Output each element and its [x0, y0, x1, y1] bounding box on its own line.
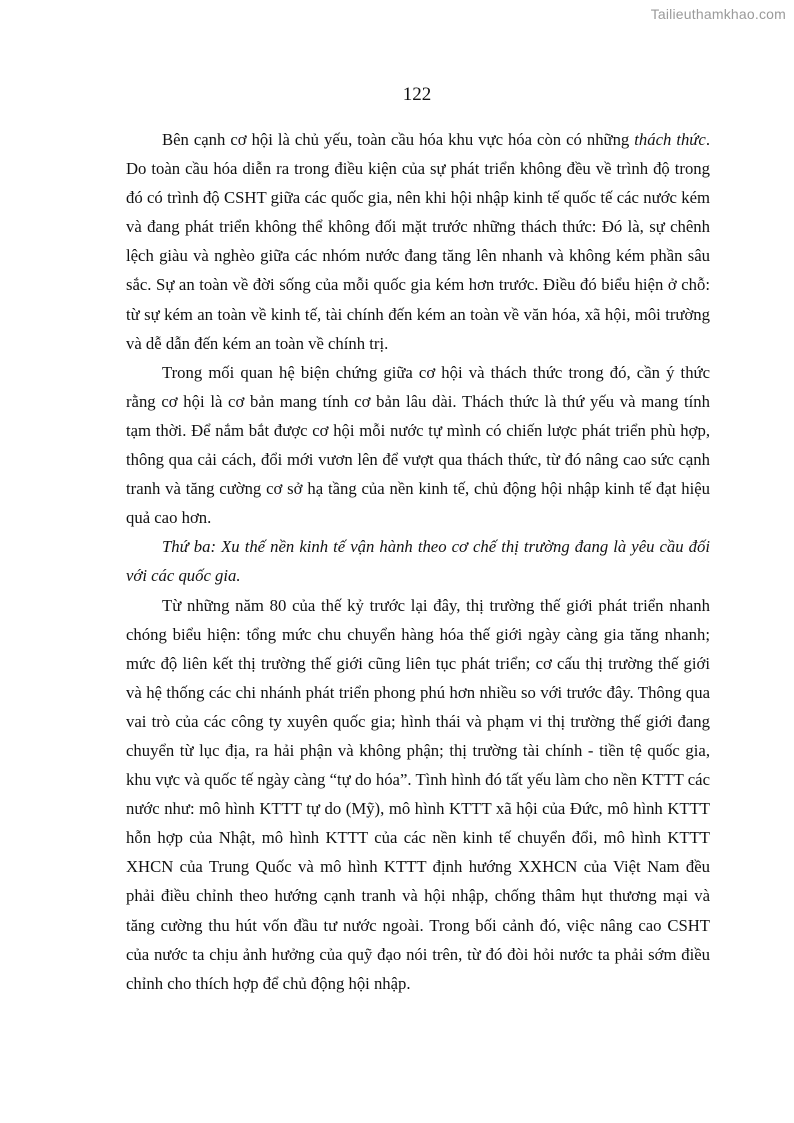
section-heading-third: Thứ ba: Xu thế nền kinh tế vận hành theo cơ chế thị trường đang là yêu cầu đối với các quốc gia.	[126, 537, 710, 586]
paragraph-world-market: Từ những năm 80 của thế kỷ trước lại đây, thị trường thế giới phát triển nhanh chóng biểu hiện: tổng mức chu chuyển hàng hóa thế giới ngày càng gia tăng nhanh; mức độ liên kết thị trường thế giới cũng liên tục phát triển; cơ cấu thị trường thế giới và hệ thống các chi nhánh phát triển phong phú hơn nhiều so với trước đây. Thông qua vai trò của các công ty xuyên quốc gia; hình thái và phạm vi thị trường thế giới đang chuyển từ lục địa, ra hải phận và không phận; thị trường tài chính - tiền tệ quốc gia, khu vực và quốc tế ngày càng “tự do hóa”. Tình hình đó tất yếu làm cho nền KTTT các nước như: mô hình KTTT tự do (Mỹ), mô hình KTTT xã hội của Đức, mô hình KTTT hỗn hợp của Nhật, mô hình KTTT của các nền kinh tế chuyển đổi, mô hình KTTT XHCN của Trung Quốc và mô hình KTTT định hướng XXHCN của Việt Nam đều phải điều chỉnh theo hướng cạnh tranh và hội nhập, chống thâm hụt thương mại và tăng cường thu hút vốn đầu tư nước ngoài. Trong bối cảnh đó, việc nâng cao CSHT của nước ta chịu ảnh hưởng của quỹ đạo nói trên, từ đó đòi hỏi nước ta phải sớm điều chỉnh cho thích hợp để chủ động hội nhập.	[126, 595, 710, 993]
watermark: Tailieuthamkhao.com	[650, 6, 786, 22]
page-number: 122	[402, 84, 432, 105]
italic-term: thách thức	[634, 130, 706, 149]
paragraph-text: . Do toàn cầu hóa diễn ra trong điều kiện của sự phát triển không đều về trình độ trong đó có trình độ CSHT giữa các quốc gia, nên khi hội nhập kinh tế quốc tế các nước kém và đang phát triển không thể không đối mặt trước những thách thức: Đó là, sự chênh lệch giàu và nghèo giữa các nhóm nước đang tăng lên nhanh và không kém phần sâu sắc. Sự an toàn về đời sống của mỗi quốc gia kém hơn trước. Điều đó biểu hiện ở chỗ: từ sự kém an toàn về kinh tế, tài chính đến kém an toàn về văn hóa, xã hội, môi trường và dễ dẫn đến kém an toàn về chính trị.	[126, 130, 710, 353]
paragraph-opportunities-challenges	[126, 125, 710, 358]
page-body	[126, 125, 710, 998]
paragraph-dialectic: Trong mối quan hệ biện chứng giữa cơ hội và thách thức trong đó, cần ý thức rằng cơ hội là cơ bản mang tính cơ bản lâu dài. Thách thức là thứ yếu và mang tính tạm thời. Để nắm bắt được cơ hội mỗi nước tự mình có chiến lược phát triển phù hợp, thông qua cải cách, đổi mới vươn lên để vượt qua thách thức, từ đó nâng cao sức cạnh tranh và tăng cường cơ sở hạ tầng của nền kinh tế, chủ động hội nhập kinh tế đạt hiệu quả cao hơn.	[126, 362, 710, 528]
paragraph-text: Bên cạnh cơ hội là chủ yếu, toàn cầu hóa khu vực hóa còn có những	[162, 130, 635, 149]
